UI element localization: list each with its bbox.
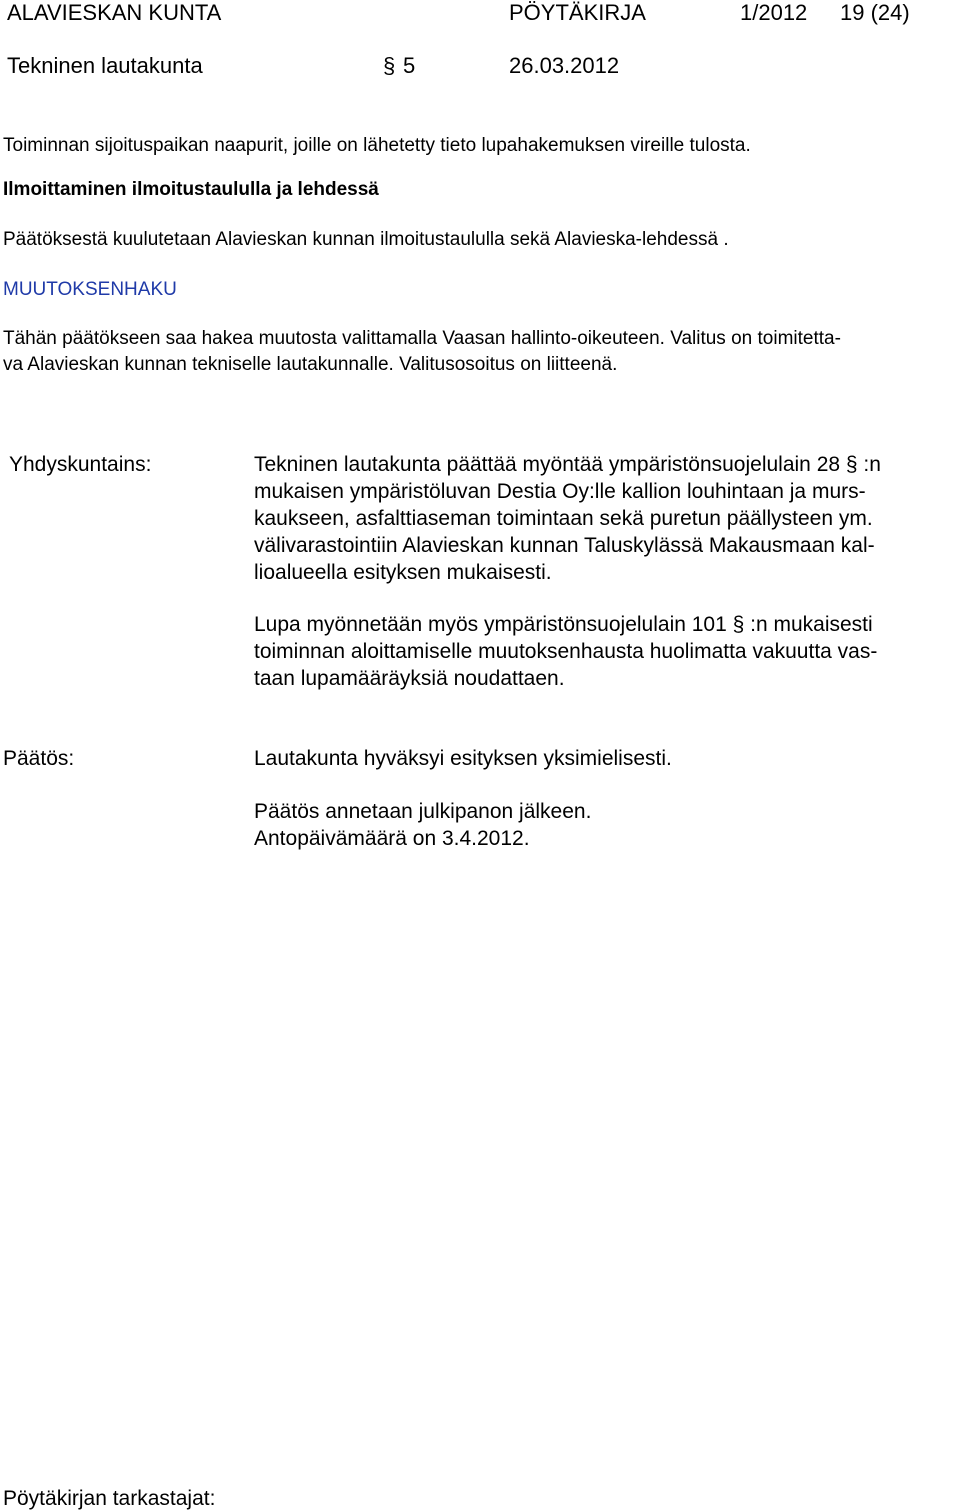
appeal-line: va Alavieskan kunnan tekniselle lautakunnalle. Valitusosoitus on liitteenä.: [3, 354, 618, 375]
decision-line-1: Lautakunta hyväksyi esityksen yksimielisesti.: [254, 747, 672, 770]
section-sign: §: [383, 53, 396, 78]
appeal-line: Tähän päätökseen saa hakea muutosta valittamalla Vaasan hallinto-oikeuteen. Valitus on toimitetta-: [3, 328, 841, 349]
decision-line-2: Päätös annetaan julkipanon jälkeen.: [254, 800, 592, 823]
org-name: ALAVIESKAN KUNTA: [7, 0, 222, 25]
notice-heading: Ilmoittaminen ilmoitustaululla ja lehdessä: [3, 179, 379, 200]
neighbors-line: Toiminnan sijoituspaikan naapurit, joille on lähetetty tieto lupahakemuksen vireille tulosta.: [3, 135, 751, 156]
proposal-line: Lupa myönnetään myös ympäristönsuojelulain 101 § :n mukaisesti: [254, 613, 873, 636]
board-name: Tekninen lautakunta: [7, 53, 203, 78]
proposal-paragraph-2: [254, 611, 877, 692]
decision-label: Päätös:: [3, 747, 75, 770]
appeal-heading: MUUTOKSENHAKU: [3, 279, 177, 300]
meeting-date: 26.03.2012: [509, 53, 620, 78]
decision-line-3: Antopäivämäärä on 3.4.2012.: [254, 827, 530, 850]
notice-text: Päätöksestä kuulutetaan Alavieskan kunnan ilmoitustaululla sekä Alavieska-lehdessä .: [3, 229, 729, 250]
proposal-line: välivarastointiin Alavieskan kunnan Taluskylässä Makausmaan kal-: [254, 534, 875, 557]
doc-number: 1/2012: [740, 0, 808, 25]
reviewers-label: Pöytäkirjan tarkastajat:: [3, 1487, 216, 1510]
proposal-line: Tekninen lautakunta päättää myöntää ympäristönsuojelulain 28 § :n: [254, 453, 881, 476]
section-number: 5: [403, 53, 416, 78]
proposal-line: lioalueella esityksen mukaisesti.: [254, 561, 552, 584]
page-count: 19 (24): [840, 0, 910, 25]
doc-type: PÖYTÄKIRJA: [509, 0, 646, 25]
proposal-line: kaukseen, asfalttiaseman toimintaan sekä puretun päällysteen ym.: [254, 507, 873, 530]
proposal-paragraph-1: [254, 451, 881, 586]
proposal-line: toiminnan aloittamiselle muutoksenhausta huolimatta vakuutta vas-: [254, 640, 878, 663]
proposal-label: Yhdyskuntains:: [9, 453, 152, 476]
proposal-line: mukaisen ympäristöluvan Destia Oy:lle kallion louhintaan ja murs-: [254, 480, 866, 503]
appeal-text: [3, 326, 841, 378]
proposal-line: taan lupamääräyksiä noudattaen.: [254, 667, 565, 690]
